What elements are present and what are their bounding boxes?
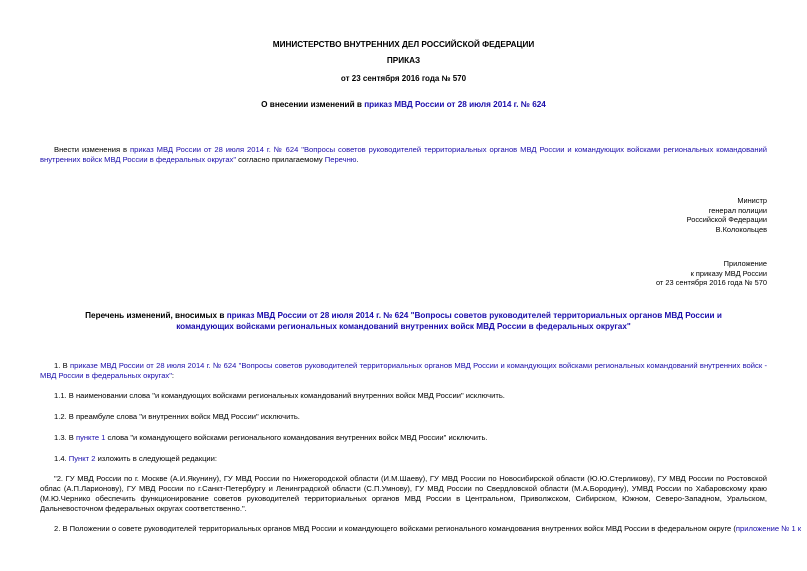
item-1-4 — [40, 454, 767, 464]
item-1-3-suffix: слова "и командующего войсками регионального командования внутренних войск МВД России" исключить. — [105, 433, 488, 442]
doc-title — [0, 100, 807, 111]
item-1-link[interactable]: приказе МВД России от 28 июля 2014 г. № 624 "Вопросы советов руководителей территориальных органов МВД России и командующих войсками региональных командований внутренних войск - МВД России в федеральных округах" — [40, 361, 767, 380]
signature-line-4: В.Колокольцев — [715, 224, 767, 234]
list-title — [60, 310, 747, 332]
list-title-prefix: Перечень изменений, вносимых в — [85, 311, 227, 320]
signature-block — [687, 196, 767, 235]
appendix-block — [656, 259, 767, 288]
item-1-2: 1.2. В преамбуле слова "и внутренних войск МВД России" исключить. — [54, 412, 300, 421]
item-2-text: 2. В Положении о совете руководителей территориальных органов МВД России и командующего войсками регионального командования внутренних войск МВД России в федеральном округе ( — [54, 524, 736, 533]
item-1-1: 1.1. В наименовании слова "и командующих войсками региональных командований внутренних войск МВД России" исключить. — [54, 391, 505, 400]
list-title-link[interactable]: приказ МВД России от 28 июля 2014 г. № 624 "Вопросы советов руководителей территориальных органов МВД России и командующих войсками региональных командований внутренних войск МВД России в федеральных округах" — [176, 311, 722, 332]
signature-line-2: генерал полиции — [708, 205, 767, 215]
item-2-link[interactable]: приложение № 1 к — [735, 524, 802, 533]
appendix-line-1: Приложение — [723, 259, 767, 268]
item-2 — [40, 524, 802, 534]
item-1-4-prefix: 1.4. — [54, 454, 69, 463]
signature-line-1: Министр — [737, 196, 767, 205]
appendix-line-3: от 23 сентября 2016 года № 570 — [655, 278, 767, 288]
item-1-suffix: : — [171, 370, 175, 380]
item-1 — [40, 361, 767, 381]
item-1-4-link[interactable]: Пункт 2 — [68, 454, 96, 463]
appendix-line-2: к приказу МВД России — [690, 268, 767, 278]
item-1-prefix: 1. В — [54, 361, 71, 370]
doc-date-number: от 23 сентября 2016 года № 570 — [340, 74, 467, 83]
doc-title-prefix: О внесении изменений в — [261, 100, 365, 109]
item-1-4-suffix: изложить в следующей редакции: — [95, 454, 218, 463]
ministry-heading: МИНИСТЕРСТВО ВНУТРЕННИХ ДЕЛ РОССИЙСКОЙ ФЕДЕРАЦИИ — [272, 40, 535, 49]
intro-text-3: . — [356, 154, 359, 164]
doc-title-link[interactable]: приказ МВД России от 28 июля 2014 г. № 624 — [364, 100, 546, 109]
intro-paragraph — [40, 145, 767, 165]
intro-text-2: согласно прилагаемому — [236, 154, 325, 164]
quote-paragraph: "2. ГУ МВД России по г. Москве (А.И.Якунину), ГУ МВД России по Нижегородской области (И.М.Шаеву), ГУ МВД России по Новосибирской области (Ю.Ю.Стерликову), ГУ МВД России по Ростовской облас (А.П.Ларионову), ГУ МВД России по г.Санкт-Петербургу и Ленинградской области (С.П.Умнову), ГУ МВД России по Свердловской области (М.А.Бородину), УМВД России по Хабаровскому краю (М.Ю.Чернико обеспечить функционирование советов руководителей территориальных органов МВД России в Центральном, Приволжском, Сибирском, Южном, Северо-Западном, Уральском, Дальневосточном федеральных округах соответственно.". — [40, 474, 767, 513]
item-1-3-link[interactable]: пункте 1 — [75, 433, 106, 442]
signature-line-3: Российской Федерации — [686, 215, 767, 225]
intro-list-link[interactable]: Перечню — [324, 154, 357, 164]
intro-text-1: Внести изменения в — [54, 145, 130, 154]
item-1-3 — [40, 433, 767, 443]
intro-order-link[interactable]: приказ МВД России от 28 июля 2014 г. № 624 "Вопросы советов руководителей территориальных органов МВД России и командующих войсками региональных командований внутренних войск МВД России в федеральных округах" — [40, 145, 768, 164]
doc-type: ПРИКАЗ — [386, 56, 421, 65]
item-1-3-prefix: 1.3. В — [54, 433, 76, 442]
